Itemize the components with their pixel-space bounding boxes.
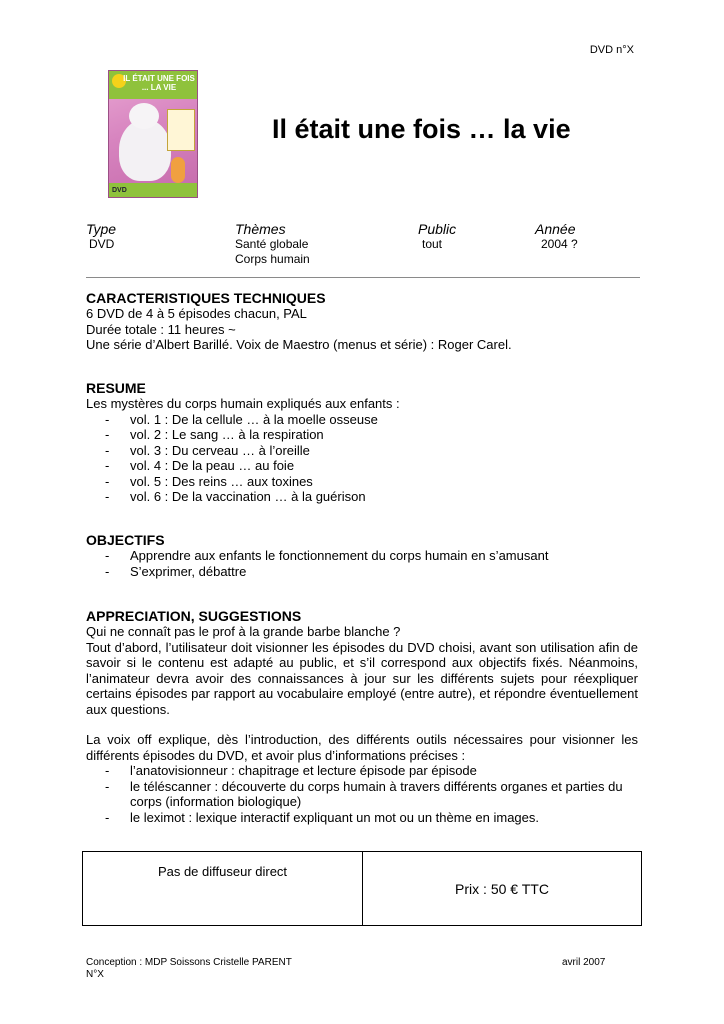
dvd-number: DVD n°X: [589, 44, 634, 56]
objectifs-list: [86, 548, 548, 579]
dash-bullet: -: [105, 473, 110, 489]
divider-line: [86, 277, 640, 278]
dash-bullet: -: [105, 427, 110, 442]
tools-list: [86, 763, 638, 825]
dash-bullet: -: [105, 763, 110, 778]
cover-content-list: [167, 109, 195, 151]
list-item: - vol. 6 : De la vaccination … à la guérison: [105, 489, 366, 504]
dvd-cover-image: [108, 70, 198, 198]
section-appreciation: [86, 608, 638, 825]
resume-list: [86, 412, 400, 505]
objectifs-heading: OBJECTIFS: [86, 532, 165, 548]
section-objectifs: [86, 532, 548, 579]
type-label: Type: [86, 221, 117, 237]
list-item: - le téléscanner : découverte du corps humain à travers différents organes et parties du corps (information biologique): [105, 778, 623, 809]
list-item: - vol. 2 : Le sang … à la respiration: [105, 427, 324, 442]
dash-bullet: -: [105, 489, 110, 504]
themes-label: Thèmes: [235, 221, 286, 237]
list-item: - l’anatovisionneur : chapitrage et lecture épisode par épisode: [105, 763, 477, 778]
dash-bullet: -: [105, 778, 110, 794]
list-item: - vol. 1 : De la cellule … à la moelle osseuse: [105, 411, 378, 427]
public-label: Public: [418, 221, 457, 237]
dash-bullet: -: [105, 458, 110, 473]
cover-title-line1: IL ÉTAIT UNE FOIS: [123, 74, 195, 83]
cover-professor-head: [129, 103, 159, 129]
type-value: DVD: [89, 237, 115, 251]
footer-author: Conception : MDP Soissons Cristelle PARENT: [86, 957, 292, 968]
annee-value: 2004 ?: [541, 237, 578, 251]
page-title: Il était une fois … la vie: [272, 114, 571, 144]
list-item: - vol. 3 : Du cerveau … à l’oreille: [105, 442, 310, 458]
cover-character: [171, 157, 185, 183]
section-resume: [86, 380, 400, 505]
list-item: - vol. 4 : De la peau … au foie: [105, 458, 295, 473]
annee-label: Année: [535, 221, 576, 237]
list-item: - S’exprimer, débattre: [105, 563, 247, 579]
list-item: - le leximot : lexique interactif expliquant un mot ou un thème en images.: [105, 809, 540, 825]
caracteristiques-line: 6 DVD de 4 à 5 épisodes chacun, PAL: [86, 306, 307, 321]
list-item: - Apprendre aux enfants le fonctionnement du corps humain en s’amusant: [105, 548, 549, 563]
list-item: - vol. 5 : Des reins … aux toxines: [105, 473, 313, 489]
footer-date: avril 2007: [562, 957, 606, 968]
price-table: [82, 851, 642, 926]
cover-title: [123, 74, 195, 92]
dash-bullet: -: [105, 563, 110, 579]
caracteristiques-line: Durée totale : 11 heures ~: [86, 321, 236, 337]
caracteristiques-line: Une série d’Albert Barillé. Voix de Maestro (menus et série) : Roger Carel.: [86, 337, 512, 352]
cover-dvd-logo: DVD: [112, 187, 127, 194]
dash-bullet: -: [105, 442, 110, 458]
footer-number: N°X: [86, 969, 104, 980]
dash-bullet: -: [105, 548, 110, 563]
public-value: tout: [422, 237, 443, 251]
theme-item: Santé globale: [235, 237, 309, 251]
resume-intro: Les mystères du corps humain expliqués aux enfants :: [86, 396, 400, 411]
dash-bullet: -: [105, 411, 110, 427]
themes-values: [235, 237, 310, 267]
appreciation-paragraph-2: La voix off explique, dès l’introduction, des différents outils nécessaires pour visionner les différents épisodes du DVD, et avoir plus d’informations précises :: [86, 732, 638, 763]
distributor-cell: Pas de diffuseur direct: [157, 864, 288, 879]
dash-bullet: -: [105, 809, 110, 825]
theme-item: Corps humain: [235, 252, 310, 266]
caracteristiques-body: [86, 306, 512, 353]
caracteristiques-heading: CARACTERISTIQUES TECHNIQUES: [86, 290, 326, 306]
appreciation-question: Qui ne connaît pas le prof à la grande barbe blanche ?: [86, 624, 401, 639]
section-caracteristiques: [86, 290, 512, 353]
appreciation-paragraph-1: Tout d’abord, l’utilisateur doit visionner les épisodes du DVD choisi, avant son utilisation afin de savoir si le contenu est adapté au public, et s’il correspond aux objectifs fixés. Néanmoins, l’animateur devra avoir des connaissances à jour sur les différents sujets pour réexpliquer certains épisodes par rapport au vocabulaire employé (entre autre), et répondre éventuellement aux questions.: [86, 639, 638, 717]
appreciation-heading: APPRECIATION, SUGGESTIONS: [86, 608, 302, 624]
footer-conception: [86, 957, 292, 981]
cover-title-line2: ... LA VIE: [141, 83, 177, 92]
resume-heading: RESUME: [86, 380, 146, 396]
price-cell: Prix : 50 € TTC: [455, 881, 549, 897]
